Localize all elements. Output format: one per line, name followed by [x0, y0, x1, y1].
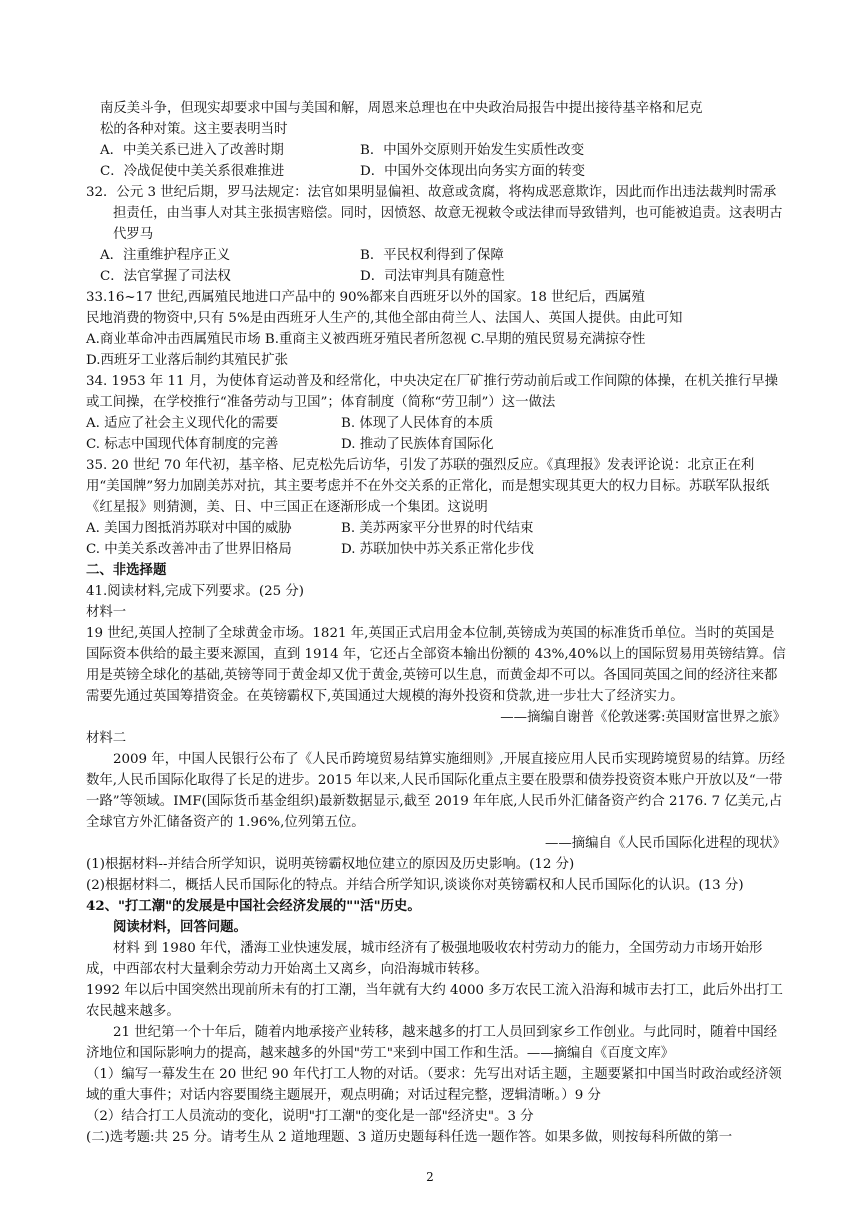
q31-stem-line1: 南反美斗争，但现实却要求中国与美国和解，周恩来总理也在中央政治局报告中提出接待基辛格和尼克 [100, 101, 703, 116]
section-3-title: (二)选考题:共 25 分。请考生从 2 道地理题、3 道历史题每科任选一题作答。如果多做，则按每科所做的第一 [86, 1130, 733, 1145]
q35-stem: 35. 20 世纪 70 年代初，基辛格、尼克松先后访华，引发了苏联的强烈反应。《真理报》发表评论说：北京正在利用“美国牌”努力加剧美苏对抗，其主要考虑并不在外交关系的正常化，而是想实现其更大的权力目标。苏联军队报纸《红星报》则猜测，美、日、中三国正在逐渐形成一个集团。这说明 [86, 458, 770, 515]
q42-material-p3: 21 世纪第一个十年后，随着内地承接产业转移，越来越多的打工人员回到家乡工作创业。与此同时，随着中国经济地位和国际影响力的提高，越来越多的外国"劳工"来到中国工作和生活。——摘编自《百度文库》 [86, 1025, 778, 1061]
q41-material2-label: 材料二 [86, 731, 127, 746]
q41-requirement-2: (2)根据材料二，概括人民币国际化的特点。并结合所学知识,谈谈你对英镑霸权和人民币国际化的认识。(13 分) [86, 878, 744, 893]
q42-material-p1: 材料 到 1980 年代，潘海工业快速发展，城市经济有了极强地吸收农村劳动力的能力，全国劳动力市场开始形成，中西部农村大量剩余劳动力开始离土又离乡，向沿海城市转移。 [86, 941, 763, 977]
q42-requirement-2: （2）结合打工人员流动的变化，说明"打工潮"的变化是一部"经济史"。3 分 [86, 1109, 534, 1124]
q34-option-b: B. 体现了人民体育的本质 [341, 416, 494, 431]
q31-stem-line2: 松的各种对策。这主要表明当时 [100, 122, 288, 137]
section-2-title: 二、非选择题 [86, 562, 167, 578]
q34-stem: 34. 1953 年 11 月，为使体育运动普及和经常化，中央决定在厂矿推行劳动前后或工作间隙的体操，在机关推行早操或工间操，在学校推行“准备劳动与卫国”；体育制度（简称“劳卫制”）这一做法 [86, 374, 779, 410]
q31-option-c: C．冷战促使中美关系很难推进 [100, 164, 285, 179]
question-33 [86, 287, 786, 371]
q33-line1: 33.16~17 世纪,西属殖民地进口产品中的 90%都来自西班牙以外的国家。18 世纪后，西属殖 [86, 290, 645, 305]
q42-title: 42、"打工潮"的发展是中国社会经济发展的""活"历史。 [86, 898, 421, 914]
q34-options [86, 413, 786, 455]
q41-requirement-1: (1)根据材料--并结合所学知识，说明英镑霸权地位建立的原因及历史影响。(12 分) [86, 857, 575, 872]
q42-instruction: 阅读材料，回答问题。 [113, 919, 247, 935]
question-41 [86, 581, 786, 896]
q42-requirement-1: （1）编写一幕发生在 20 世纪 90 年代打工人物的对话。（要求：先写出对话主题，主题要紧扣中国当时政治或经济领域的重大事件；对话内容要围绕主题展开，观点明确；对话过程完整，逻辑清晰。）9 分 [86, 1067, 782, 1103]
q32-option-d: D．司法审判具有随意性 [360, 269, 505, 284]
page-number: 2 [426, 1170, 434, 1184]
q35-option-b: B. 美苏两家平分世界的时代结束 [341, 521, 534, 536]
question-42 [86, 896, 786, 1127]
question-34 [86, 371, 786, 455]
q34-option-a: A. 适应了社会主义现代化的需要 [86, 416, 279, 431]
q32-options [86, 245, 786, 287]
question-32 [86, 182, 786, 287]
q35-option-d: D. 苏联加快中苏关系正常化步伐 [341, 542, 534, 557]
q32-option-b: B．平民权利得到了保障 [360, 248, 504, 263]
q35-options [86, 518, 786, 560]
q32-stem: 32．公元 3 世纪后期，罗马法规定：法官如果明显偏袒、故意或贪腐，将构成恶意欺诈，因此而作出违法裁判时需承担责任，由当事人对其主张损害赔偿。同时，因愤怒、故意无视敕令或法律而导致错判，也可能被追责。这表明古代罗马 [86, 185, 783, 242]
q35-option-a: A. 美国力图抵消苏联对中国的威胁 [86, 521, 292, 536]
q42-material-p2: 1992 年以后中国突然出现前所未有的打工潮，当年就有大约 4000 多万农民工流入沿海和城市去打工，此后外出打工农民越来越多。 [86, 983, 783, 1019]
q31-options [86, 140, 786, 182]
q31-option-b: B．中国外交原则开始发生实质性改变 [360, 143, 585, 158]
exam-page [86, 98, 786, 1148]
q41-stem: 41.阅读材料,完成下列要求。(25 分) [86, 584, 304, 599]
q41-material1-text: 19 世纪,英国人控制了全球黄金市场。1821 年,英国正式启用金本位制,英镑成为英国的标准货币单位。当时的英国是国际资本供给的最主要来源国，直到 1914 年，它还占全部资本输出份额的 43%,40%以上的国际贸易用英镑结算。信用是英镑全球化的基础,英镑等同于黄金却又优于黄金,英镑可以生息，而黄金却不可以。各国同英国之间的经济往来都需要先通过英国筹措资金。在英镑霸权下,英国通过大规模的海外投资和贷款,进一步壮大了经济实力。 [86, 626, 786, 704]
question-31 [86, 98, 786, 182]
q41-material2-text: 2009 年，中国人民银行公布了《人民币跨境贸易结算实施细则》,开展直接应用人民币实现跨境贸易的结算。历经数年,人民币国际化取得了长足的进步。2015 年以来,人民币国际化重点主要在股票和债券投资资本账户开放以及“一带一路”等领域。IMF(国际货币基金组织)最新数据显示,截至 2019 年年底,人民币外汇储备资产约合 2176. 7 亿美元,占全球官方外汇储备资产的 1.96%,位列第五位。 [86, 752, 785, 830]
q34-option-d: D. 推动了民族体育国际化 [341, 437, 494, 452]
q41-material2-source: ——摘编自《人民币国际化进程的现状》 [544, 836, 786, 851]
q32-option-a: A．注重维护程序正义 [100, 248, 231, 263]
q41-material1-source: ——摘编自谢普《伦敦迷雾:英国财富世界之旅》 [500, 710, 786, 725]
q31-option-a: A．中美关系已进入了改善时期 [100, 143, 284, 158]
q33-line2: 民地消费的物资中,只有 5%是由西班牙人生产的,其他全部由荷兰人、法国人、英国人提供。由此可知 [86, 311, 683, 326]
q33-options-line1: A.商业革命冲击西属殖民市场 B.重商主义被西班牙殖民者所忽视 C.早期的殖民贸易充满掠夺性 [86, 332, 646, 347]
q31-option-d: D．中国外交体现出向务实方面的转变 [360, 164, 585, 179]
q34-option-c: C. 标志中国现代体育制度的完善 [86, 437, 279, 452]
q35-option-c: C. 中美关系改善冲击了世界旧格局 [86, 542, 292, 557]
question-35 [86, 455, 786, 560]
q32-option-c: C．法官掌握了司法权 [100, 269, 231, 284]
q33-options-line2: D.西班牙工业落后制约其殖民扩张 [86, 353, 288, 368]
q41-material1-label: 材料一 [86, 605, 127, 620]
